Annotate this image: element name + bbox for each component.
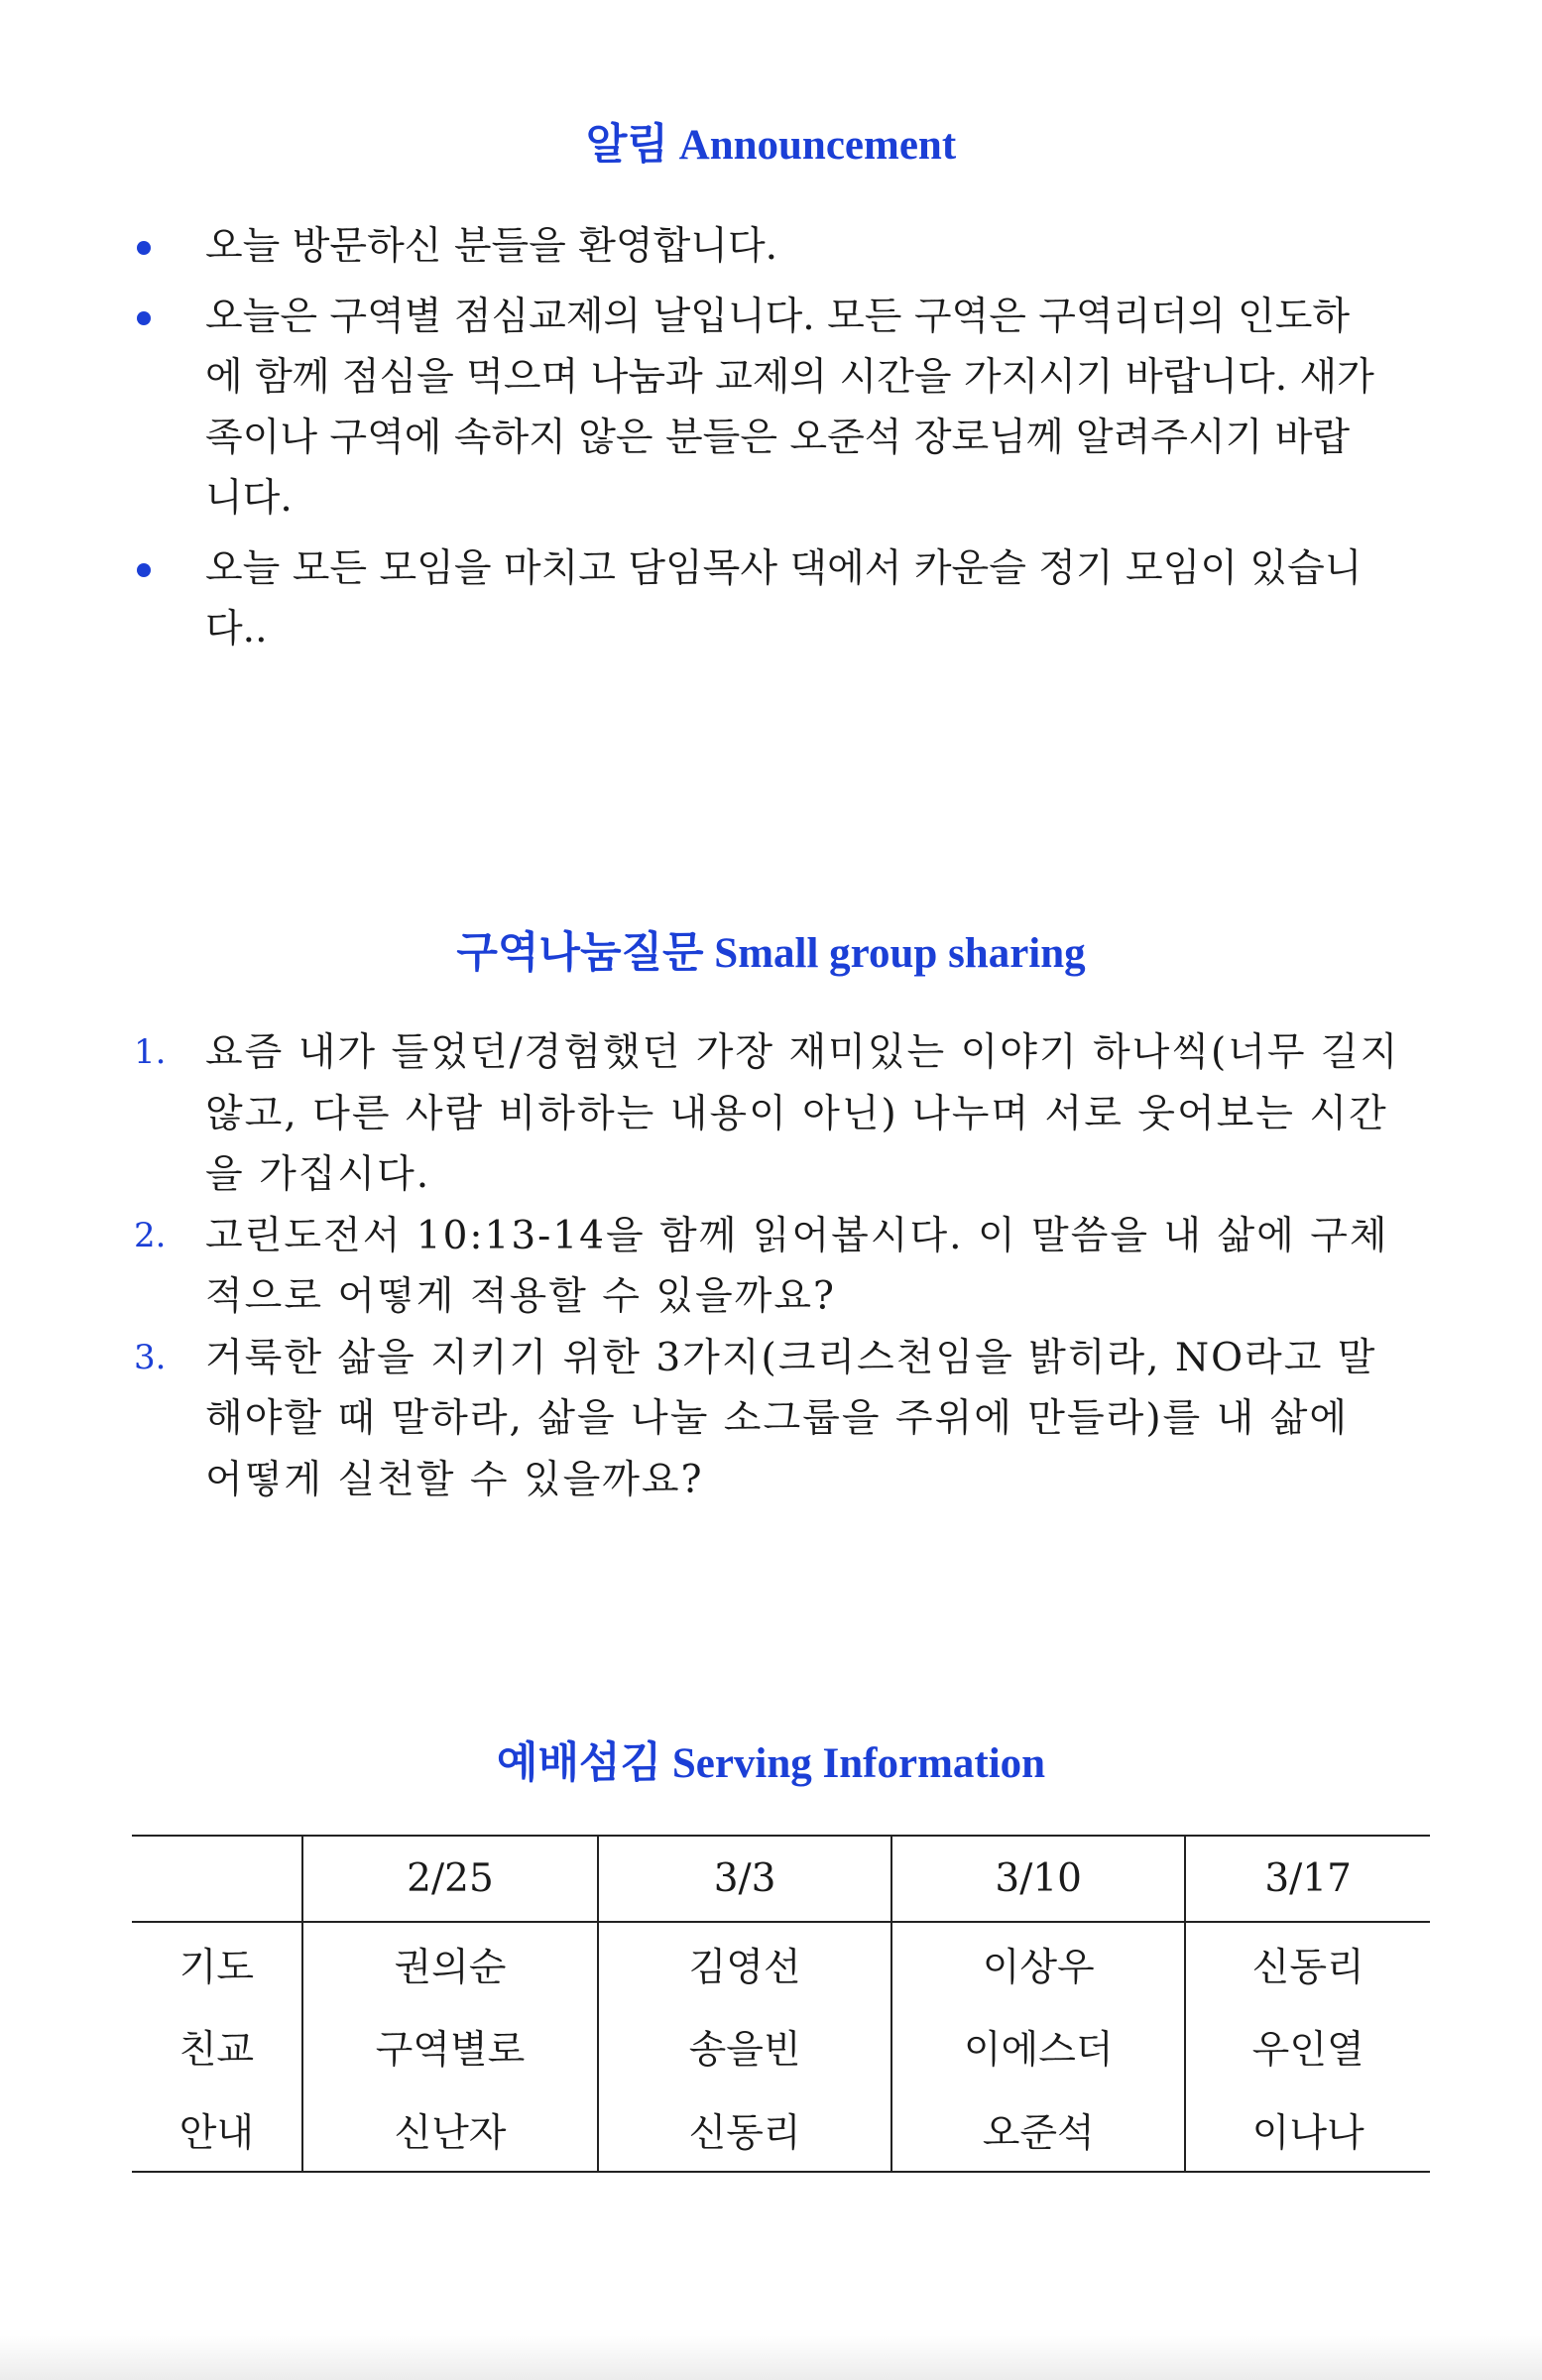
bullet-dot-icon	[137, 563, 151, 577]
role-cell: 친교	[178, 2028, 255, 2073]
name-cell: 신동리	[598, 2088, 891, 2172]
name-cell: 신동리	[1185, 1922, 1430, 2005]
name-cell: 우인열	[1185, 2005, 1430, 2088]
serving-title: 예배섬김 Serving Information	[496, 1740, 1046, 1787]
announcement-text: 오늘은 구역별 점심교제의 날입니다. 모든 구역은 구역리더의 인도하에 함께 점심을 먹으며 나눔과 교제의 시간을 가지시기 바랍니다. 새가족이나 구역에 속하지 않은 분들은 오준석 장로님께 알려주시기 바랍니다.	[205, 295, 1374, 521]
bullet-dot-icon	[137, 311, 151, 325]
announcement-text: 오늘 모든 모임을 마치고 담임목사 댁에서 카운슬 정기 모임이 있습니다..	[205, 546, 1363, 652]
serving-table	[132, 1835, 1430, 2173]
name-cell: 송을빈	[598, 2005, 891, 2088]
sharing-title: 구역나눔질문 Small group sharing	[456, 930, 1086, 977]
question-text: 거룩한 삶을 지키기 위한 3가지(크리스천임을 밝히라, NO라고 말해야할 때 말하라, 삶을 나눌 소그룹을 주위에 만들라)를 내 삶에 어떻게 실천할 수 있을까요?	[205, 1335, 1377, 1502]
name-cell: 신난자	[302, 2088, 598, 2172]
announcement-text: 오늘 방문하신 분들을 환영합니다.	[205, 224, 778, 269]
announcement-title: 알림 Announcement	[585, 122, 957, 169]
question-number: 2.	[134, 1215, 167, 1255]
sharing-question-list	[132, 1022, 1401, 1510]
sharing-question	[132, 1206, 1401, 1328]
date-header: 3/3	[598, 1836, 891, 1922]
role-cell: 기도	[178, 1945, 255, 1990]
announcement-item	[132, 538, 1381, 659]
serving-row-fellowship	[132, 2005, 1430, 2088]
date-header: 2/25	[302, 1836, 598, 1922]
question-number: 1.	[134, 1032, 167, 1072]
serving-header-row	[132, 1836, 1430, 1922]
question-text: 요즘 내가 들었던/경험했던 가장 재미있는 이야기 하나씩(너무 길지 않고, 다른 사람 비하하는 내용이 아닌) 나누며 서로 웃어보는 시간을 가집시다.	[205, 1030, 1400, 1197]
bullet-dot-icon	[137, 241, 151, 255]
announcement-item	[132, 287, 1381, 529]
name-cell: 김영선	[598, 1922, 891, 2005]
serving-row-usher	[132, 2088, 1430, 2172]
role-cell: 안내	[132, 2088, 302, 2172]
question-number: 3.	[134, 1337, 167, 1377]
page-bottom-shadow	[0, 2335, 1542, 2380]
sharing-question	[132, 1328, 1401, 1511]
name-cell: 이에스더	[891, 2005, 1185, 2088]
question-text: 고린도전서 10:13-14을 함께 읽어봅시다. 이 말씀을 내 삶에 구체적으로 어떻게 적용할 수 있을까요?	[205, 1213, 1389, 1319]
header-blank-cell	[132, 1836, 302, 1922]
name-cell: 구역별로	[302, 2005, 598, 2088]
announcement-item	[132, 216, 1381, 277]
name-cell: 이나나	[1185, 2088, 1430, 2172]
name-cell: 이상우	[891, 1922, 1185, 2005]
name-cell: 오준석	[891, 2088, 1185, 2172]
date-header: 3/17	[1185, 1836, 1430, 1922]
sharing-question	[132, 1022, 1401, 1206]
serving-row-prayer	[132, 1922, 1430, 2005]
date-header: 3/10	[891, 1836, 1185, 1922]
name-cell: 권의순	[302, 1922, 598, 2005]
announcement-list	[132, 216, 1381, 669]
